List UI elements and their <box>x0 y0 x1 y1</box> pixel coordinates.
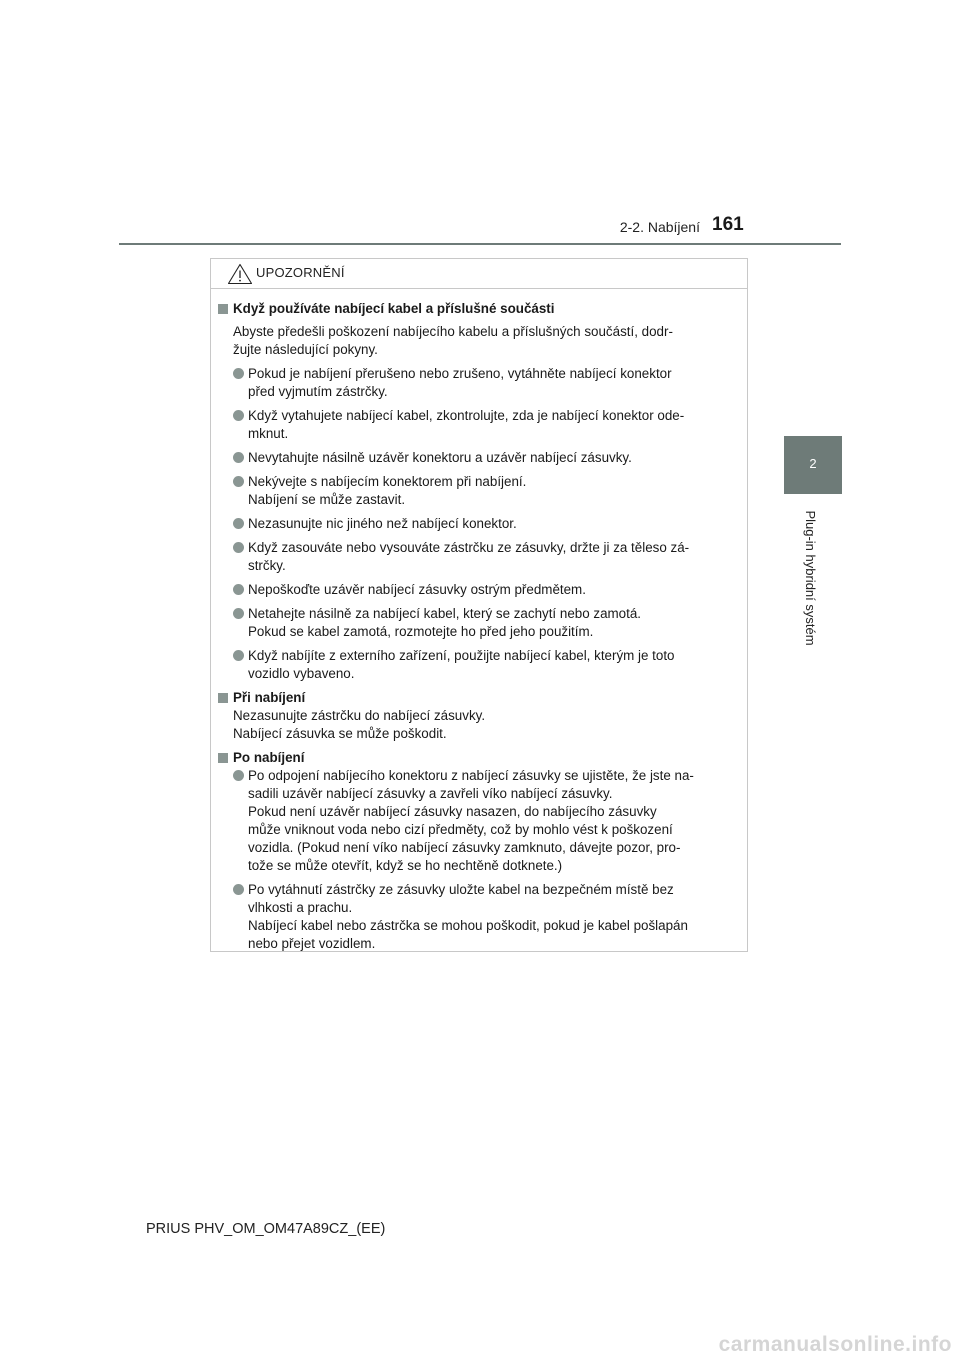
round-bullet-icon <box>233 584 244 595</box>
chapter-tab <box>784 436 842 494</box>
text-line: Když zasouváte nebo vysouváte zástrčku ze zásuvky, držte ji za těleso zá- <box>248 540 690 555</box>
round-bullet-icon <box>233 452 244 463</box>
section-heading: Při nabíjení <box>233 690 306 705</box>
text-line: tože se může otevřít, když se ho nechtěně dotknete.) <box>248 858 563 873</box>
text-line: Když vytahujete nabíjecí kabel, zkontrolujte, zda je nabíjecí konektor ode- <box>248 408 685 423</box>
warning-title: UPOZORNĚNÍ <box>256 265 345 280</box>
chapter-number: 2 <box>809 456 817 471</box>
list-item <box>233 881 741 953</box>
square-bullet-icon <box>218 753 228 763</box>
list-item <box>233 581 741 599</box>
list-item <box>233 539 741 575</box>
round-bullet-icon <box>233 884 244 895</box>
text-line: vozidla. (Pokud není víko nabíjecí zásuvky zamknuto, dávejte pozor, pro- <box>248 840 681 855</box>
text-line: před vyjmutím zástrčky. <box>248 384 388 399</box>
warning-body <box>211 289 747 953</box>
warning-triangle-icon <box>227 263 253 285</box>
text-line: Nabíjení se může zastavit. <box>248 492 406 507</box>
text-line: Pokud není uzávěr nabíjecí zásuvky nasazen, do nabíjecího zásuvky <box>248 804 657 819</box>
text-line: vlhkosti a prachu. <box>248 900 353 915</box>
text-line: nebo přejet vozidlem. <box>248 936 376 951</box>
list-item <box>233 449 741 467</box>
text-line: Nepoškoďte uzávěr nabíjecí zásuvky ostrým předmětem. <box>248 582 586 597</box>
text-line: Pokud je nabíjení přerušeno nebo zrušeno, vytáhněte nabíjecí konektor <box>248 366 672 381</box>
square-bullet-icon <box>218 304 228 314</box>
square-bullet-icon <box>218 693 228 703</box>
round-bullet-icon <box>233 410 244 421</box>
text-line: sadili uzávěr nabíjecí zásuvky a zavřeli víko nabíjecí zásuvky. <box>248 786 613 801</box>
text-line: Po odpojení nabíjecího konektoru z nabíjecí zásuvky se ujistěte, že jste na- <box>248 768 694 783</box>
text-line: mknut. <box>248 426 289 441</box>
round-bullet-icon <box>233 476 244 487</box>
text-line: Nezasunujte zástrčku do nabíjecí zásuvky. <box>233 708 486 723</box>
warning-box <box>210 258 748 952</box>
text-line: Nabíjecí kabel nebo zástrčka se mohou poškodit, pokud je kabel pošlapán <box>248 918 688 933</box>
text-line: může vniknout voda nebo cizí předměty, což by mohlo vést k poškození <box>248 822 673 837</box>
text-line: Když nabíjíte z externího zařízení, použijte nabíjecí kabel, kterým je toto <box>248 648 675 663</box>
text-line: strčky. <box>248 558 286 573</box>
text-line: Pokud se kabel zamotá, rozmotejte ho před jeho použitím. <box>248 624 594 639</box>
round-bullet-icon <box>233 368 244 379</box>
section-heading: Po nabíjení <box>233 750 305 765</box>
text-line: Nabíjecí zásuvka se může poškodit. <box>233 726 447 741</box>
list-item <box>233 473 741 509</box>
text-line: Nekývejte s nabíjecím konektorem při nabíjení. <box>248 474 527 489</box>
text-line: Nezasunujte nic jiného než nabíjecí konektor. <box>248 516 517 531</box>
watermark: carmanualsonline.info <box>718 1333 952 1356</box>
round-bullet-icon <box>233 650 244 661</box>
round-bullet-icon <box>233 770 244 781</box>
text-line: Abyste předešli poškození nabíjecího kabelu a příslušných součástí, dodr- <box>233 324 673 339</box>
section-heading: Když používáte nabíjecí kabel a příslušné součásti <box>233 301 555 316</box>
text-line: Netahejte násilně za nabíjecí kabel, který se zachytí nebo zamotá. <box>248 606 642 621</box>
document-code: PRIUS PHV_OM_OM47A89CZ_(EE) <box>146 1221 386 1237</box>
list-item <box>233 767 741 875</box>
section-intro <box>233 707 741 743</box>
list-item <box>233 407 741 443</box>
text-line: Nevytahujte násilně uzávěr konektoru a uzávěr nabíjecí zásuvky. <box>248 450 632 465</box>
round-bullet-icon <box>233 518 244 529</box>
list-item <box>233 605 741 641</box>
page-number: 161 <box>712 214 744 235</box>
chapter-label: Plug-in hybridní systém <box>803 510 818 646</box>
list-item <box>233 647 741 683</box>
warning-section <box>218 300 741 683</box>
warning-header <box>211 259 747 289</box>
round-bullet-icon <box>233 608 244 619</box>
list-item <box>233 365 741 401</box>
text-line: Po vytáhnutí zástrčky ze zásuvky uložte kabel na bezpečném místě bez <box>248 882 674 897</box>
warning-section <box>218 749 741 953</box>
section-intro <box>233 323 741 359</box>
warning-section <box>218 689 741 743</box>
text-line: žujte následující pokyny. <box>233 342 378 357</box>
header-divider <box>119 243 841 245</box>
section-title: 2-2. Nabíjení <box>619 219 700 235</box>
list-item <box>233 515 741 533</box>
text-line: vozidlo vybaveno. <box>248 666 355 681</box>
round-bullet-icon <box>233 542 244 553</box>
